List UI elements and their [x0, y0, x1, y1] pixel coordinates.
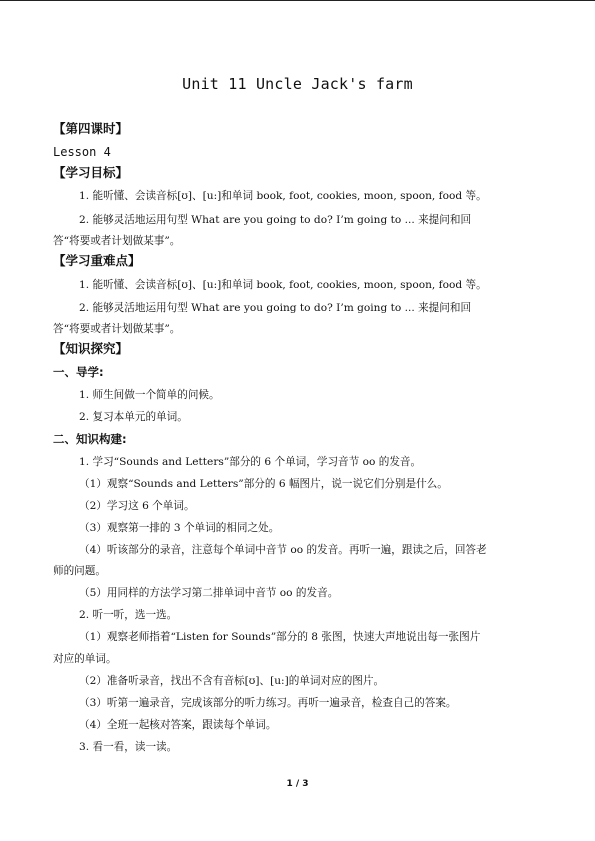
guide-item-2: 2. 复习本单元的单词。	[79, 411, 188, 423]
guide-heading: 一、导学:	[53, 365, 104, 379]
top-rule	[0, 0, 595, 1]
build-item-2-1: （1）观察老师指着“Listen for Sounds”部分的 8 张图，快速大声地说出每一张图片	[79, 631, 481, 643]
build-item-3: 3. 看一看，读一读。	[79, 741, 178, 753]
build-item-1-5: （5）用同样的方法学习第二排单词中音节 oo 的发音。	[79, 587, 339, 599]
key-item-2-cont: 答“将要或者计划做某事”。	[53, 323, 181, 335]
build-item-1-2: （2）学习这 6 个单词。	[79, 500, 195, 512]
build-item-2: 2. 听一听，选一选。	[79, 609, 178, 621]
guide-item-1: 1. 师生间做一个简单的问候。	[79, 389, 220, 401]
explore-heading: 【知识探究】	[53, 341, 129, 356]
key-item-2: 2. 能够灵活地运用句型 What are you going to do? I’m going to ... 来提问和回	[79, 302, 472, 314]
goal-item-1: 1. 能听懂、会读音标[ʊ]、[u:]和单词 book, foot, cookies, moon, spoon, food 等。	[79, 190, 487, 202]
build-heading: 二、知识构建:	[53, 432, 127, 446]
build-item-1-4-cont: 师的问题。	[53, 565, 106, 577]
build-item-2-1-cont: 对应的单词。	[53, 653, 117, 665]
lesson-label: Lesson 4	[53, 145, 111, 159]
goal-item-2-cont: 答“将要或者计划做某事”。	[53, 235, 181, 247]
build-item-1: 1. 学习“Sounds and Letters”部分的 6 个单词，学习音节 oo 的发音。	[79, 456, 422, 468]
page-title: Unit 11 Uncle Jack's farm	[182, 75, 413, 93]
key-points-heading: 【学习重难点】	[53, 253, 141, 268]
goal-item-2: 2. 能够灵活地运用句型 What are you going to do? I’m going to ... 来提问和回	[79, 214, 472, 226]
build-item-1-4: （4）听该部分的录音，注意每个单词中音节 oo 的发音。再听一遍，跟读之后，回答老	[79, 544, 487, 556]
build-item-2-4: （4）全班一起核对答案，跟读每个单词。	[79, 719, 277, 731]
build-item-1-1: （1）观察“Sounds and Letters”部分的 6 幅图片，说一说它们分别是什么。	[79, 478, 448, 490]
build-item-2-3: （3）听第一遍录音，完成该部分的听力练习。再听一遍录音，检查自己的答案。	[79, 697, 457, 709]
page-number: 1 / 3	[286, 779, 309, 789]
key-item-1: 1. 能听懂、会读音标[ʊ]、[u:]和单词 book, foot, cookies, moon, spoon, food 等。	[79, 279, 487, 291]
build-item-2-2: （2）准备听录音，找出不含有音标[ʊ]、[u:]的单词对应的图片。	[79, 675, 385, 687]
build-item-1-3: （3）观察第一排的 3 个单词的相同之处。	[79, 522, 280, 534]
goals-heading: 【学习目标】	[53, 165, 129, 180]
period-heading: 【第四课时】	[53, 121, 129, 136]
